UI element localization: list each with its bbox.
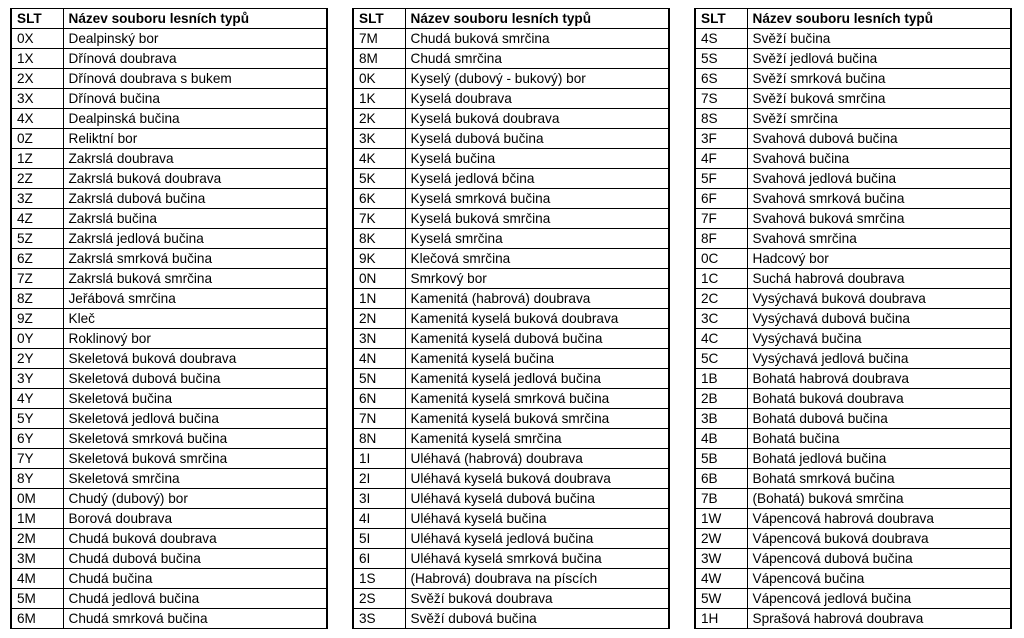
forest-type-code: 1M: [11, 509, 63, 529]
forest-type-code: 5I: [353, 529, 405, 549]
forest-type-name: (Bohatá) buková smrčina: [747, 489, 1011, 509]
forest-type-name: Kyselý (dubový - bukový) bor: [405, 69, 669, 89]
forest-type-name: Zakrslá smrková bučina: [63, 249, 327, 269]
forest-type-name: Dealpinská bučina: [63, 109, 327, 129]
forest-type-name: Svěží smrková bučina: [747, 69, 1011, 89]
forest-type-code: 4M: [11, 569, 63, 589]
table-row: [11, 569, 327, 589]
forest-type-name: Svahová bučina: [747, 149, 1011, 169]
table-row: [11, 589, 327, 609]
forest-type-code: 8M: [353, 49, 405, 69]
forest-type-code: 4F: [695, 149, 747, 169]
table-row: [695, 469, 1011, 489]
forest-type-name: Vápencová habrová doubrava: [747, 509, 1011, 529]
table-row: [11, 329, 327, 349]
table-row: [11, 389, 327, 409]
table-row: [11, 369, 327, 389]
forest-type-name: Zakrslá doubrava: [63, 149, 327, 169]
forest-type-code: 7Z: [11, 269, 63, 289]
forest-type-code: 3X: [11, 89, 63, 109]
table-row: [695, 69, 1011, 89]
forest-type-code: 0C: [695, 249, 747, 269]
forest-type-code: 1K: [353, 89, 405, 109]
forest-type-name: Vysýchavá jedlová bučina: [747, 349, 1011, 369]
forest-type-code: 4B: [695, 429, 747, 449]
forest-type-code: 6F: [695, 189, 747, 209]
forest-type-code: 5B: [695, 449, 747, 469]
forest-type-code: 4S: [695, 29, 747, 49]
forest-type-code: 4Z: [11, 209, 63, 229]
table-row: [695, 229, 1011, 249]
table-row: [353, 569, 669, 589]
table-row: [695, 449, 1011, 469]
table-row: [353, 589, 669, 609]
forest-type-code: 2I: [353, 469, 405, 489]
forest-type-code: 4K: [353, 149, 405, 169]
table-row: [11, 29, 327, 49]
table-row: [695, 549, 1011, 569]
table-header-row: [695, 9, 1011, 29]
table-row: [11, 289, 327, 309]
forest-type-name: (Habrová) doubrava na píscích: [405, 569, 669, 589]
forest-type-name: Svahová buková smrčina: [747, 209, 1011, 229]
forest-type-code: 5Z: [11, 229, 63, 249]
forest-type-name: Suchá habrová doubrava: [747, 269, 1011, 289]
forest-type-name: Vysýchavá bučina: [747, 329, 1011, 349]
table-row: [11, 189, 327, 209]
table-row: [695, 189, 1011, 209]
forest-type-code: 1W: [695, 509, 747, 529]
forest-type-code: 7M: [353, 29, 405, 49]
header-slt: SLT: [353, 9, 405, 29]
forest-type-code: 3I: [353, 489, 405, 509]
forest-type-name: Svahová dubová bučina: [747, 129, 1011, 149]
forest-type-code: 8Z: [11, 289, 63, 309]
forest-type-code: 0Z: [11, 129, 63, 149]
forest-type-code: 5Y: [11, 409, 63, 429]
table-row: [11, 69, 327, 89]
forest-type-name: Chudá jedlová bučina: [63, 589, 327, 609]
forest-type-code: 4X: [11, 109, 63, 129]
table-row: [11, 489, 327, 509]
forest-type-code: 5C: [695, 349, 747, 369]
forest-type-code: 4Y: [11, 389, 63, 409]
forest-type-code: 2K: [353, 109, 405, 129]
table-row: [695, 369, 1011, 389]
table-row: [695, 149, 1011, 169]
forest-type-name: Skeletová smrčina: [63, 469, 327, 489]
table-row: [695, 249, 1011, 269]
forest-type-name: Kamenitá (habrová) doubrava: [405, 289, 669, 309]
forest-type-code: 7K: [353, 209, 405, 229]
forest-type-name: Vápencová dubová bučina: [747, 549, 1011, 569]
forest-type-name: Chudý (dubový) bor: [63, 489, 327, 509]
table-row: [353, 509, 669, 529]
table-header-row: [11, 9, 327, 29]
forest-type-name: Sprašová habrová doubrava: [747, 609, 1011, 629]
table-row: [695, 589, 1011, 609]
forest-type-code: 0N: [353, 269, 405, 289]
forest-type-name: Chudá bučina: [63, 569, 327, 589]
table-row: [353, 489, 669, 509]
forest-type-name: Svěží bučina: [747, 29, 1011, 49]
forest-type-name: Jeřábová smrčina: [63, 289, 327, 309]
forest-type-name: Zakrslá jedlová bučina: [63, 229, 327, 249]
forest-type-name: Uléhavá (habrová) doubrava: [405, 449, 669, 469]
forest-type-code: 2W: [695, 529, 747, 549]
forest-type-code: 5K: [353, 169, 405, 189]
table-row: [353, 129, 669, 149]
forest-type-code: 6M: [11, 609, 63, 629]
table-row: [695, 129, 1011, 149]
forest-type-name: Uléhavá kyselá smrková bučina: [405, 549, 669, 569]
forest-type-code: 9Z: [11, 309, 63, 329]
forest-type-code: 2C: [695, 289, 747, 309]
table-row: [11, 509, 327, 529]
table-row: [353, 409, 669, 429]
forest-type-name: Svěží buková doubrava: [405, 589, 669, 609]
forest-type-code: 2Z: [11, 169, 63, 189]
forest-type-name: Kleč: [63, 309, 327, 329]
forest-type-name: Smrkový bor: [405, 269, 669, 289]
table-row: [353, 109, 669, 129]
forest-type-code: 3K: [353, 129, 405, 149]
table-row: [353, 529, 669, 549]
forest-type-name: Dřínová doubrava s bukem: [63, 69, 327, 89]
table-row: [11, 129, 327, 149]
forest-type-name: Dealpinský bor: [63, 29, 327, 49]
table-row: [695, 209, 1011, 229]
table-row: [11, 149, 327, 169]
header-forest-type-name: Název souboru lesních typů: [63, 9, 327, 29]
forest-type-name: Svahová jedlová bučina: [747, 169, 1011, 189]
table-row: [353, 29, 669, 49]
table-row: [695, 109, 1011, 129]
forest-type-code: 1Z: [11, 149, 63, 169]
table-row: [695, 569, 1011, 589]
table-row: [695, 529, 1011, 549]
forest-type-name: Uléhavá kyselá bučina: [405, 509, 669, 529]
forest-type-code: 6I: [353, 549, 405, 569]
table-row: [695, 89, 1011, 109]
forest-type-name: Kamenitá kyselá buková doubrava: [405, 309, 669, 329]
forest-type-name: Borová doubrava: [63, 509, 327, 529]
forest-type-name: Zakrslá buková smrčina: [63, 269, 327, 289]
forest-type-code: 1S: [353, 569, 405, 589]
forest-type-name: Vápencová bučina: [747, 569, 1011, 589]
forest-type-code: 6K: [353, 189, 405, 209]
forest-type-code: 3Y: [11, 369, 63, 389]
forest-type-code: 3B: [695, 409, 747, 429]
table-row: [353, 249, 669, 269]
forest-type-name: Vysýchavá buková doubrava: [747, 289, 1011, 309]
table-row: [11, 609, 327, 629]
table-row: [11, 89, 327, 109]
header-forest-type-name: Název souboru lesních typů: [747, 9, 1011, 29]
forest-type-code: 4C: [695, 329, 747, 349]
forest-type-code: 4N: [353, 349, 405, 369]
table-row: [353, 169, 669, 189]
forest-type-code: 6N: [353, 389, 405, 409]
forest-type-table-3: [694, 8, 1012, 629]
forest-type-code: 8S: [695, 109, 747, 129]
forest-type-name: Skeletová jedlová bučina: [63, 409, 327, 429]
table-row: [353, 449, 669, 469]
table-row: [11, 209, 327, 229]
forest-type-code: 3N: [353, 329, 405, 349]
forest-type-name: Uléhavá kyselá dubová bučina: [405, 489, 669, 509]
forest-type-code: 8Y: [11, 469, 63, 489]
forest-type-code: 1I: [353, 449, 405, 469]
forest-type-name: Svěží jedlová bučina: [747, 49, 1011, 69]
forest-type-code: 6S: [695, 69, 747, 89]
forest-type-name: Svěží dubová bučina: [405, 609, 669, 629]
forest-type-code: 7Y: [11, 449, 63, 469]
forest-type-name: Kyselá doubrava: [405, 89, 669, 109]
table-row: [353, 429, 669, 449]
forest-type-name: Bohatá habrová doubrava: [747, 369, 1011, 389]
table-row: [11, 469, 327, 489]
forest-type-code: 9K: [353, 249, 405, 269]
table-row: [353, 269, 669, 289]
forest-type-code: 2N: [353, 309, 405, 329]
table-row: [353, 369, 669, 389]
table-row: [353, 209, 669, 229]
header-slt: SLT: [695, 9, 747, 29]
table-row: [695, 409, 1011, 429]
forest-type-name: Roklinový bor: [63, 329, 327, 349]
table-row: [353, 289, 669, 309]
forest-type-code: 6Z: [11, 249, 63, 269]
table-row: [695, 429, 1011, 449]
forest-type-name: Klečová smrčina: [405, 249, 669, 269]
forest-type-name: Uléhavá kyselá buková doubrava: [405, 469, 669, 489]
forest-type-code: 3Z: [11, 189, 63, 209]
forest-type-code: 1N: [353, 289, 405, 309]
forest-type-code: 8F: [695, 229, 747, 249]
forest-type-code: 4I: [353, 509, 405, 529]
forest-type-name: Skeletová dubová bučina: [63, 369, 327, 389]
forest-type-code: 0M: [11, 489, 63, 509]
forest-type-name: Svahová smrčina: [747, 229, 1011, 249]
forest-type-code: 5F: [695, 169, 747, 189]
table-row: [11, 109, 327, 129]
table-row: [11, 449, 327, 469]
table-row: [353, 69, 669, 89]
table-row: [353, 229, 669, 249]
forest-type-code: 5S: [695, 49, 747, 69]
table-body: [353, 29, 669, 629]
forest-type-code: 2X: [11, 69, 63, 89]
forest-type-name: Vysýchavá dubová bučina: [747, 309, 1011, 329]
forest-type-code: 8K: [353, 229, 405, 249]
forest-type-name: Skeletová buková smrčina: [63, 449, 327, 469]
table-row: [695, 509, 1011, 529]
table-row: [353, 349, 669, 369]
table-row: [11, 349, 327, 369]
forest-type-name: Vápencová jedlová bučina: [747, 589, 1011, 609]
table-row: [695, 389, 1011, 409]
forest-type-code: 3M: [11, 549, 63, 569]
forest-type-name: Svěží buková smrčina: [747, 89, 1011, 109]
forest-type-code: 1X: [11, 49, 63, 69]
forest-type-name: Zakrslá buková doubrava: [63, 169, 327, 189]
forest-type-code: 2S: [353, 589, 405, 609]
table-row: [11, 309, 327, 329]
forest-type-name: Bohatá jedlová bučina: [747, 449, 1011, 469]
table-row: [353, 49, 669, 69]
header-forest-type-name: Název souboru lesních typů: [405, 9, 669, 29]
forest-type-name: Kyselá dubová bučina: [405, 129, 669, 149]
forest-type-name: Kyselá smrčina: [405, 229, 669, 249]
table-row: [11, 229, 327, 249]
forest-type-name: Svahová smrková bučina: [747, 189, 1011, 209]
table-row: [353, 609, 669, 629]
header-slt: SLT: [11, 9, 63, 29]
table-row: [695, 329, 1011, 349]
table-row: [11, 529, 327, 549]
forest-type-code: 7N: [353, 409, 405, 429]
forest-type-code: 3W: [695, 549, 747, 569]
forest-type-name: Chudá smrková bučina: [63, 609, 327, 629]
forest-type-code: 5M: [11, 589, 63, 609]
forest-type-code: 6Y: [11, 429, 63, 449]
forest-type-name: Kamenitá kyselá bučina: [405, 349, 669, 369]
table-row: [695, 349, 1011, 369]
table-header-row: [353, 9, 669, 29]
forest-type-code: 3S: [353, 609, 405, 629]
table-row: [695, 269, 1011, 289]
forest-type-name: Chudá buková doubrava: [63, 529, 327, 549]
forest-type-name: Hadcový bor: [747, 249, 1011, 269]
table-row: [11, 49, 327, 69]
forest-type-code: 0Y: [11, 329, 63, 349]
forest-type-name: Bohatá dubová bučina: [747, 409, 1011, 429]
forest-type-name: Chudá dubová bučina: [63, 549, 327, 569]
forest-type-name: Reliktní bor: [63, 129, 327, 149]
forest-type-name: Kamenitá kyselá smrková bučina: [405, 389, 669, 409]
table-row: [353, 309, 669, 329]
table-row: [353, 89, 669, 109]
forest-type-name: Svěží smrčina: [747, 109, 1011, 129]
forest-type-name: Kyselá smrková bučina: [405, 189, 669, 209]
table-row: [353, 329, 669, 349]
table-row: [695, 609, 1011, 629]
table-row: [11, 269, 327, 289]
table-row: [353, 389, 669, 409]
forest-type-name: Kyselá buková doubrava: [405, 109, 669, 129]
table-row: [11, 249, 327, 269]
forest-type-code: 5N: [353, 369, 405, 389]
forest-type-name: Kamenitá kyselá jedlová bučina: [405, 369, 669, 389]
table-row: [695, 289, 1011, 309]
forest-type-name: Skeletová bučina: [63, 389, 327, 409]
table-body: [695, 29, 1011, 629]
table-row: [11, 169, 327, 189]
table-row: [695, 489, 1011, 509]
table-body: [11, 29, 327, 629]
forest-type-name: Bohatá buková doubrava: [747, 389, 1011, 409]
table-row: [695, 49, 1011, 69]
forest-type-code: 3F: [695, 129, 747, 149]
table-row: [695, 29, 1011, 49]
forest-type-name: Kyselá buková smrčina: [405, 209, 669, 229]
forest-type-table-2: [352, 8, 670, 629]
table-row: [695, 169, 1011, 189]
forest-type-name: Chudá buková smrčina: [405, 29, 669, 49]
forest-type-code: 7B: [695, 489, 747, 509]
forest-type-code: 4W: [695, 569, 747, 589]
forest-type-name: Vápencová buková doubrava: [747, 529, 1011, 549]
forest-type-code: 0X: [11, 29, 63, 49]
table-row: [11, 429, 327, 449]
table-row: [353, 189, 669, 209]
forest-type-name: Kamenitá kyselá buková smrčina: [405, 409, 669, 429]
forest-type-code: 7F: [695, 209, 747, 229]
table-row: [11, 409, 327, 429]
forest-type-table-1: [10, 8, 328, 629]
forest-type-code: 7S: [695, 89, 747, 109]
forest-type-name: Dřínová bučina: [63, 89, 327, 109]
forest-type-code: 2M: [11, 529, 63, 549]
forest-type-name: Bohatá bučina: [747, 429, 1011, 449]
forest-type-code: 8N: [353, 429, 405, 449]
forest-type-code: 5W: [695, 589, 747, 609]
forest-type-name: Kyselá bučina: [405, 149, 669, 169]
forest-type-code: 2B: [695, 389, 747, 409]
forest-type-name: Bohatá smrková bučina: [747, 469, 1011, 489]
forest-type-name: Skeletová smrková bučina: [63, 429, 327, 449]
forest-type-code: 6B: [695, 469, 747, 489]
forest-type-name: Kyselá jedlová bčina: [405, 169, 669, 189]
forest-type-name: Kamenitá kyselá dubová bučina: [405, 329, 669, 349]
forest-type-name: Dřínová doubrava: [63, 49, 327, 69]
table-row: [353, 549, 669, 569]
table-row: [353, 149, 669, 169]
forest-type-code: 3C: [695, 309, 747, 329]
forest-type-name: Skeletová buková doubrava: [63, 349, 327, 369]
forest-type-code: 1B: [695, 369, 747, 389]
table-row: [11, 549, 327, 569]
forest-type-name: Kamenitá kyselá smrčina: [405, 429, 669, 449]
forest-type-name: Uléhavá kyselá jedlová bučina: [405, 529, 669, 549]
forest-type-code: 1C: [695, 269, 747, 289]
forest-type-code: 2Y: [11, 349, 63, 369]
table-row: [695, 309, 1011, 329]
forest-type-name: Zakrslá dubová bučina: [63, 189, 327, 209]
table-row: [353, 469, 669, 489]
forest-type-code: 1H: [695, 609, 747, 629]
forest-type-name: Chudá smrčina: [405, 49, 669, 69]
forest-type-code: 0K: [353, 69, 405, 89]
forest-type-name: Zakrslá bučina: [63, 209, 327, 229]
